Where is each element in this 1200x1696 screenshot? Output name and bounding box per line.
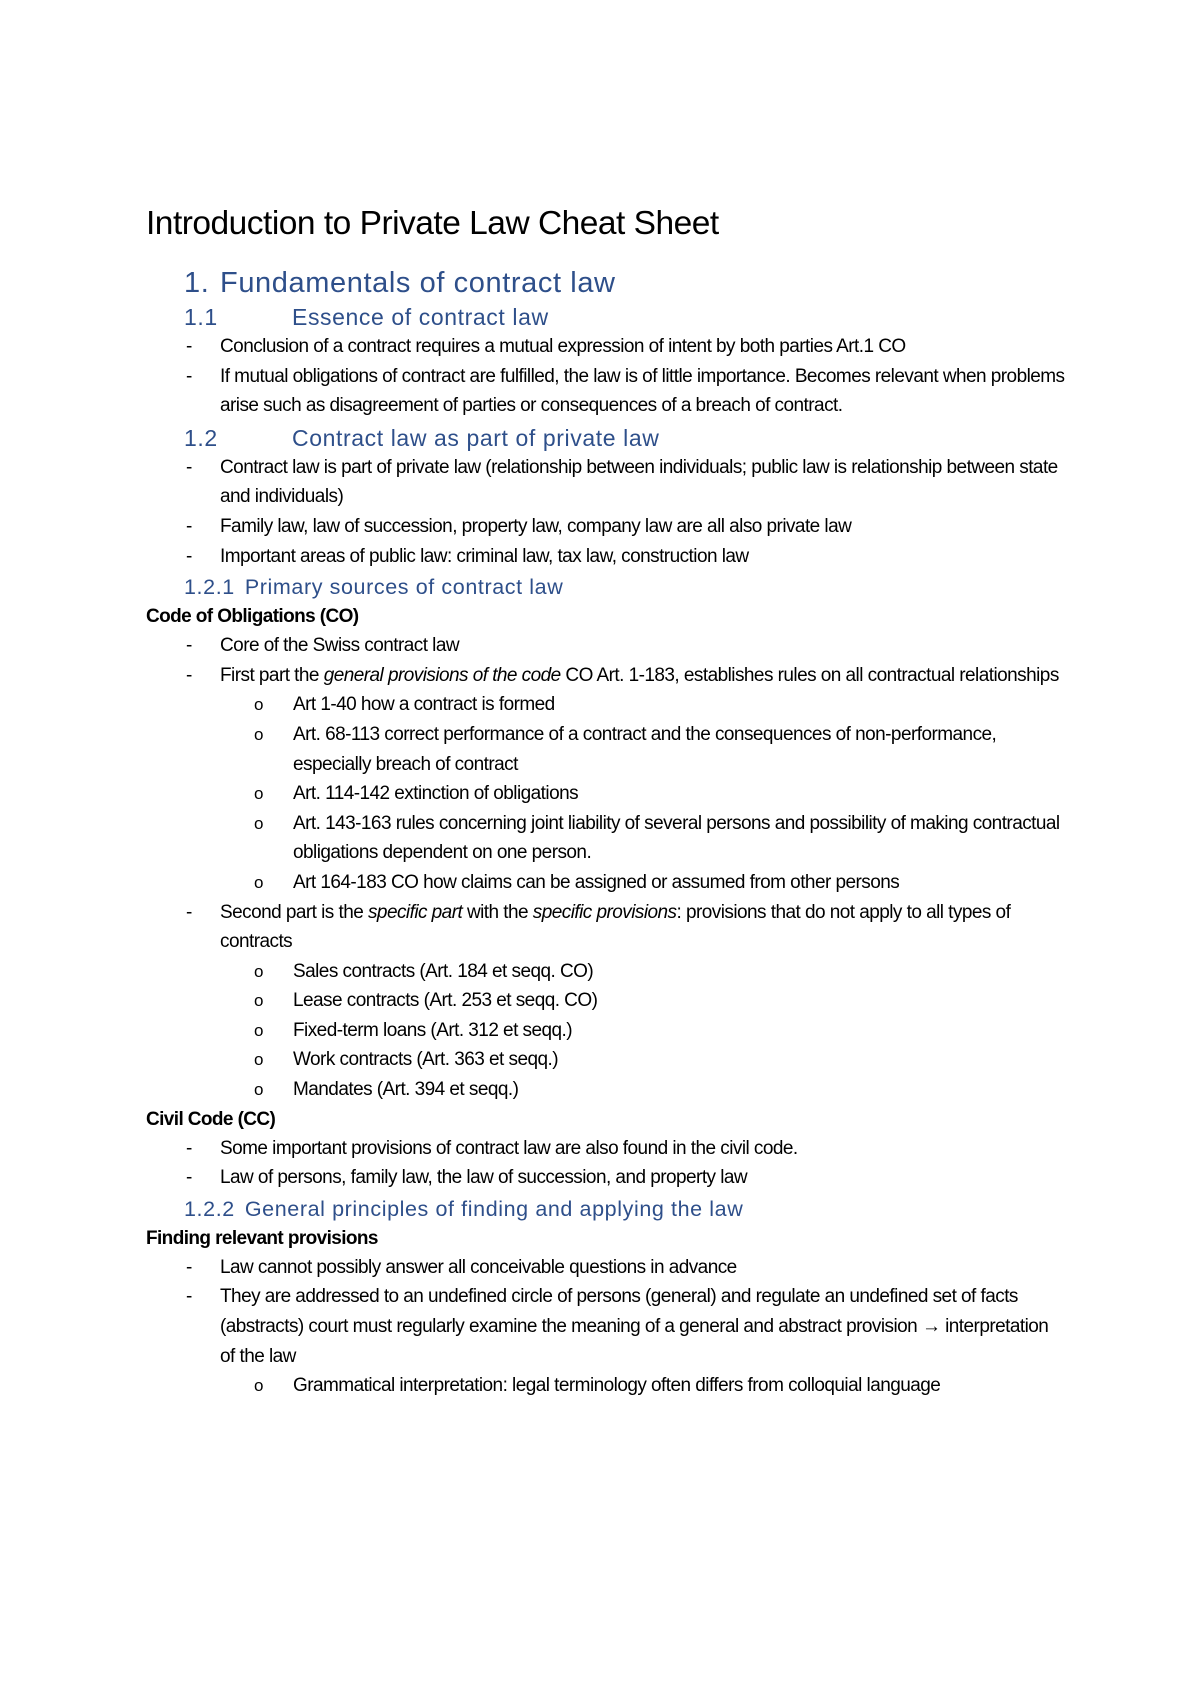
sublist-item: o Art. 68-113 correct performance of a contract and the consequences of non-performance, especially breach of contract — [146, 720, 1066, 779]
heading-number: 1.2.2 — [184, 1196, 235, 1221]
heading-text: Essence of contract law — [292, 304, 549, 330]
finding-provisions-heading: Finding relevant provisions — [146, 1227, 378, 1249]
dash-bullet: - — [186, 545, 192, 567]
dash-bullet: - — [186, 456, 192, 478]
sublist-item: o Mandates (Art. 394 et seqq.) — [146, 1075, 1066, 1105]
circle-bullet: o — [254, 1376, 263, 1396]
circle-bullet: o — [254, 695, 263, 715]
circle-bullet: o — [254, 991, 263, 1011]
circle-bullet: o — [254, 784, 263, 804]
list-item: - Law cannot possibly answer all conceivable questions in advance — [146, 1253, 1066, 1283]
arrow-icon: → — [921, 1316, 941, 1338]
circle-bullet: o — [254, 724, 263, 744]
list-item: - Some important provisions of contract law are also found in the civil code. — [146, 1134, 1066, 1164]
document-title: Introduction to Private Law Cheat Sheet — [146, 205, 719, 242]
sublist-item: o Art. 114-142 extinction of obligations — [146, 779, 1066, 809]
heading-1-fundamentals — [184, 264, 1066, 302]
civil-code-heading: Civil Code (CC) — [146, 1108, 276, 1130]
dash-bullet: - — [186, 901, 192, 923]
list-item: - Conclusion of a contract requires a mutual expression of intent by both parties Art.1 CO — [146, 332, 1066, 362]
dash-bullet: - — [186, 365, 192, 387]
heading-text: General principles of finding and applying the law — [244, 1196, 744, 1221]
heading-1-2-contract-law-private — [184, 423, 1066, 453]
heading-text: Fundamentals of contract law — [220, 267, 616, 299]
code-of-obligations-heading: Code of Obligations (CO) — [146, 606, 359, 628]
interpretation-sublist — [220, 1371, 1066, 1401]
dash-bullet: - — [186, 1167, 192, 1189]
sublist-item: o Art 164-183 CO how claims can be assigned or assumed from other persons — [146, 868, 1066, 898]
heading-number: 1.2.1 — [184, 575, 235, 600]
heading-number: 1.1 — [184, 304, 218, 330]
dash-bullet: - — [186, 515, 192, 537]
heading-number: 1.2 — [184, 424, 218, 451]
circle-bullet: o — [254, 961, 263, 981]
dash-bullet: - — [186, 1286, 192, 1308]
sublist-item: o Work contracts (Art. 363 et seqq.) — [146, 1045, 1066, 1075]
document-body — [146, 196, 1066, 1401]
sublist-item: o Fixed-term loans (Art. 312 et seqq.) — [146, 1016, 1066, 1046]
circle-bullet: o — [254, 1080, 263, 1100]
heading-1-2-2-general-principles — [184, 1194, 1066, 1224]
dash-bullet: - — [186, 336, 192, 357]
list-item: - They are addressed to an undefined circle of persons (general) and regulate an undefined set of facts (abstracts) court must regularly examine the meaning of a general and abstract provision → interpretation of the law o Grammatical interpretation: legal terminology often differs from colloquial language — [146, 1282, 1066, 1400]
circle-bullet: o — [254, 813, 263, 833]
sublist-item: o Sales contracts (Art. 184 et seqq. CO) — [146, 957, 1066, 987]
circle-bullet: o — [254, 1050, 263, 1070]
sublist-item: o Art. 143-163 rules concerning joint liability of several persons and possibility of making contractual obligations dependent on one person. — [146, 809, 1066, 868]
civil-code-list — [146, 1134, 1066, 1193]
list-item: - If mutual obligations of contract are fulfilled, the law is of little importance. Becomes relevant when problems arise such as disagreement of parties or consequences of a breach of contract. — [146, 362, 1066, 421]
essence-list — [146, 332, 1066, 421]
list-item: - Second part is the specific part with the specific provisions: provisions that do not apply to all types of contracts o Sales contracts (Art. 184 et seqq. CO) o Lease contracts (Art. 253 et seqq. CO) o Fixed-term loans (Art. 312 et seqq.) o Work contracts (Art. 363 et seqq.) o Mandates (Art. 394 et seqq.) — [146, 898, 1066, 1105]
circle-bullet: o — [254, 872, 263, 892]
heading-number: 1. — [184, 267, 210, 299]
heading-1-1-essence — [184, 302, 1066, 332]
sublist-item: o Grammatical interpretation: legal terminology often differs from colloquial language — [146, 1371, 1066, 1401]
list-item: - Core of the Swiss contract law — [146, 631, 1066, 661]
dash-bullet: - — [186, 1256, 192, 1278]
heading-text: Contract law as part of private law — [292, 424, 660, 451]
list-item: - First part the general provisions of the code CO Art. 1-183, establishes rules on all contractual relationships o Art 1-40 how a contract is formed o Art. 68-113 correct performance of a contract and the consequences of non-performance, especially breach of contract o Art. 114-142 extinction of obligations o Art. 143-163 rules concerning joint liability of several persons and possibility of making contractual obligations dependent on one person. o Art 164-183 CO how claims can be assigned or assumed from other persons — [146, 661, 1066, 898]
dash-bullet: - — [186, 664, 192, 686]
sublist-item: o Lease contracts (Art. 253 et seqq. CO) — [146, 986, 1066, 1016]
heading-1-2-1-primary-sources — [184, 572, 1066, 602]
dash-bullet: - — [186, 635, 192, 657]
dash-bullet: - — [186, 1137, 192, 1159]
heading-text: Primary sources of contract law — [244, 575, 564, 600]
sublist-item: o Art 1-40 how a contract is formed — [146, 690, 1066, 720]
general-provisions-sublist — [220, 690, 1066, 897]
list-item: - Contract law is part of private law (relationship between individuals; public law is relationship between state and individuals) — [146, 453, 1066, 512]
list-item: - Family law, law of succession, property law, company law are all also private law — [146, 512, 1066, 542]
list-item: - Important areas of public law: criminal law, tax law, construction law — [146, 542, 1066, 572]
private-law-list — [146, 453, 1066, 571]
circle-bullet: o — [254, 1020, 263, 1040]
finding-provisions-list — [146, 1253, 1066, 1401]
list-item: - Law of persons, family law, the law of succession, and property law — [146, 1163, 1066, 1193]
code-of-obligations-list — [146, 631, 1066, 1105]
specific-provisions-sublist — [220, 957, 1066, 1105]
